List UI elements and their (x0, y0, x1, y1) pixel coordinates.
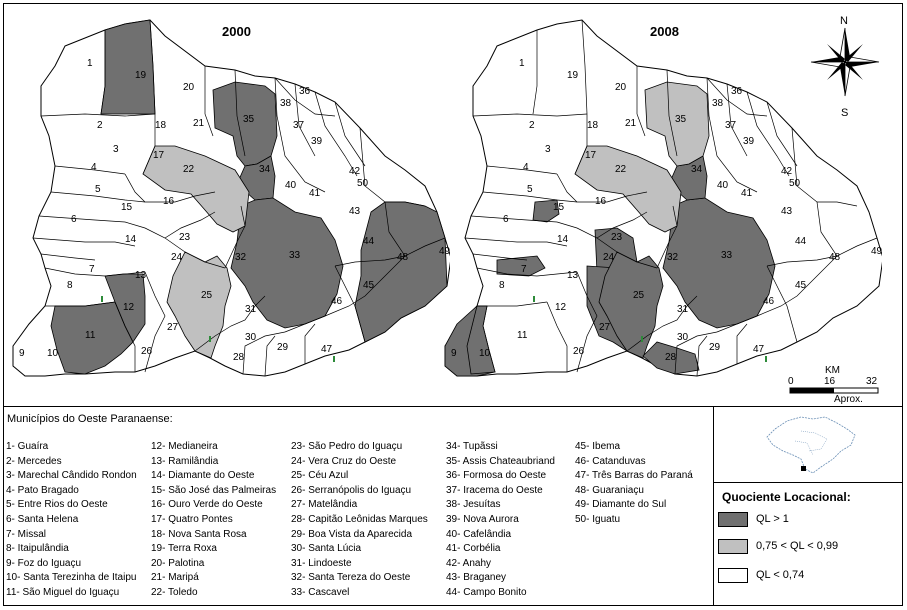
municipality-number-label: 46 (763, 296, 775, 307)
river-accent (333, 356, 335, 362)
compass-north-label: N (840, 15, 848, 27)
municipality-number-label: 8 (499, 280, 505, 291)
municipality-number-label: 38 (280, 98, 292, 109)
municipality-entry: 11- São Miguel do Iguaçu (6, 586, 120, 598)
municipality-number-label: 27 (167, 322, 179, 333)
municipality-number-label: 46 (331, 296, 343, 307)
municipality-number-label: 40 (285, 180, 297, 191)
municipality-number-label: 35 (243, 114, 255, 125)
municipality-entry: 46- Catanduvas (575, 455, 646, 467)
municipality-entry: 23- São Pedro do Iguaçu (291, 441, 403, 452)
municipality-number-label: 12 (555, 302, 567, 313)
municipality-entry: 10- Santa Terezinha de Itaipu (6, 572, 137, 584)
map-2000-svg (5, 6, 450, 401)
municipality-number-label: 18 (587, 120, 599, 131)
municipality-number-label: 26 (141, 346, 153, 357)
municipality-number-label: 5 (95, 184, 101, 195)
municipality-entry: 5- Entre Rios do Oeste (6, 499, 108, 511)
municipality-entry: 34- Tupãssi (446, 441, 498, 452)
municipality-number-label: 13 (135, 270, 147, 281)
municipalities-column-2 (151, 440, 276, 601)
municipality-number-label: 39 (743, 136, 755, 147)
municipality-number-label: 45 (363, 280, 375, 291)
municipality-number-label: 21 (193, 118, 205, 129)
municipality-entry: 35- Assis Chateaubriand (446, 455, 555, 467)
municipality-entry: 49- Diamante do Sul (575, 499, 667, 511)
municipality-entry: 28- Capitão Leônidas Marques (291, 513, 428, 525)
municipality-number-label: 30 (245, 332, 257, 343)
municipality-entry: 38- Jesuítas (446, 499, 501, 511)
municipality-entry: 43- Braganey (446, 572, 507, 584)
municipality-entry: 31- Lindoeste (291, 557, 352, 569)
river-accent (765, 356, 767, 362)
municipality-number-label: 12 (123, 302, 135, 313)
municipality-entry: 7- Missal (6, 528, 47, 540)
municipalities-column-5 (575, 440, 693, 528)
municipality-entry: 15- São José das Palmeiras (151, 484, 277, 496)
municipality-entry: 4- Pato Bragado (6, 484, 79, 496)
ql-label-high: QL > 1 (756, 513, 789, 525)
river-accent (533, 296, 535, 302)
municipality-entry: 13- Ramilândia (151, 455, 219, 467)
municipality-entry: 41- Corbélia (446, 543, 501, 555)
municipality-entry: 3- Marechal Cândido Rondon (6, 470, 137, 482)
municipality-19-area (101, 20, 155, 114)
municipality-number-label: 43 (349, 206, 361, 217)
ql-label-low: QL < 0,74 (756, 569, 805, 581)
municipality-entry: 9- Foz do Iguaçu (6, 557, 82, 569)
municipality-entry: 36- Formosa do Oeste (446, 470, 547, 482)
municipality-entry: 25- Céu Azul (291, 470, 349, 482)
municipality-entry: 2- Mercedes (6, 455, 62, 467)
municipality-number-label: 1 (87, 58, 93, 69)
municipality-number-label: 36 (299, 86, 311, 97)
municipality-number-label: 11 (85, 330, 96, 341)
municipality-number-label: 50 (789, 178, 801, 189)
municipality-entry: 27- Matelândia (291, 499, 358, 511)
municipality-number-label: 4 (523, 162, 529, 173)
oeste-paranaense-marker (801, 466, 806, 471)
municipality-number-label: 48 (397, 252, 409, 263)
municipality-number-label: 14 (125, 234, 137, 245)
municipality-number-label: 6 (71, 214, 77, 225)
divider-inset (713, 482, 903, 483)
municipality-number-label: 11 (517, 330, 528, 341)
municipality-number-label: 42 (781, 166, 793, 177)
municipality-number-label: 41 (741, 188, 753, 199)
municipality-entry: 20- Palotina (151, 557, 205, 569)
brazil-location-inset (755, 411, 873, 479)
municipality-number-label: 9 (451, 348, 457, 359)
municipality-entry: 33- Cascavel (291, 586, 350, 598)
municipality-number-label: 19 (567, 70, 579, 81)
map-2000-title: 2000 (222, 24, 251, 39)
municipality-number-label: 23 (179, 232, 191, 243)
river-accent (641, 336, 643, 342)
municipality-number-label: 28 (233, 352, 245, 363)
municipality-entry: 47- Três Barras do Paraná (575, 470, 693, 482)
municipality-number-label: 16 (163, 196, 175, 207)
scale-note: Aprox. (834, 394, 863, 404)
municipality-number-label: 21 (625, 118, 637, 129)
municipality-number-label: 43 (781, 206, 793, 217)
municipality-number-label: 2 (529, 120, 535, 131)
divider-horizontal (3, 406, 903, 407)
municipality-entry: 22- Toledo (151, 586, 198, 598)
municipality-number-label: 25 (633, 290, 645, 301)
municipality-number-label: 10 (479, 348, 491, 359)
municipality-number-label: 41 (309, 188, 321, 199)
municipality-number-label: 18 (155, 120, 167, 131)
municipality-number-label: 17 (153, 150, 165, 161)
municipality-entry: 40- Cafelândia (446, 528, 512, 540)
municipality-number-label: 36 (731, 86, 743, 97)
municipality-entry: 16- Ouro Verde do Oeste (151, 499, 263, 511)
municipality-entry: 37- Iracema do Oeste (446, 484, 543, 496)
municipality-number-label: 22 (615, 164, 627, 175)
municipality-number-label: 24 (603, 252, 615, 263)
divider-vertical (713, 406, 714, 606)
municipality-entry: 26- Serranópolis do Iguaçu (291, 484, 412, 496)
municipality-number-label: 29 (277, 342, 289, 353)
municipality-number-label: 14 (557, 234, 569, 245)
municipality-entry: 39- Nova Aurora (446, 513, 519, 525)
ql-legend-title: Quociente Locacional: (722, 490, 851, 504)
river-accent (209, 336, 211, 342)
municipality-number-label: 17 (585, 150, 597, 161)
scale-bar (784, 364, 894, 404)
municipality-number-label: 45 (795, 280, 807, 291)
municipality-entry: 6- Santa Helena (6, 513, 79, 525)
municipality-number-label: 8 (67, 280, 73, 291)
municipality-entry: 30- Santa Lúcia (291, 543, 362, 555)
municipality-entry: 14- Diamante do Oeste (151, 470, 255, 482)
ql-swatch-low (718, 568, 748, 583)
municipality-entry: 50- Iguatu (575, 513, 621, 525)
municipality-number-label: 26 (573, 346, 585, 357)
municipality-number-label: 1 (519, 58, 525, 69)
municipality-number-label: 37 (293, 120, 305, 131)
municipality-number-label: 27 (599, 322, 611, 333)
municipality-entry: 29- Boa Vista da Aparecida (291, 528, 413, 540)
municipality-number-label: 37 (725, 120, 737, 131)
municipality-number-label: 9 (19, 348, 25, 359)
municipality-entry: 24- Vera Cruz do Oeste (291, 455, 397, 467)
municipality-number-label: 28 (665, 352, 677, 363)
compass-south-label: S (841, 107, 849, 118)
municipality-entry: 18- Nova Santa Rosa (151, 528, 247, 540)
municipality-number-label: 35 (675, 114, 687, 125)
ql-label-mid: 0,75 < QL < 0,99 (756, 540, 839, 552)
municipality-number-label: 16 (595, 196, 607, 207)
municipality-number-label: 22 (183, 164, 195, 175)
municipality-number-label: 19 (135, 70, 147, 81)
municipality-number-label: 4 (91, 162, 97, 173)
municipality-number-label: 32 (667, 252, 679, 263)
scale-tick-32: 32 (866, 376, 878, 387)
municipalities-column-3 (291, 440, 428, 601)
municipalities-list (6, 440, 706, 600)
municipality-entry: 45- Ibema (575, 441, 621, 452)
municipality-number-label: 7 (521, 264, 527, 275)
municipality-number-label: 47 (753, 344, 765, 355)
municipality-number-label: 5 (527, 184, 533, 195)
municipalities-title: Municípios do Oeste Paranaense: (7, 413, 173, 425)
municipality-entry: 32- Santa Tereza do Oeste (291, 572, 411, 584)
municipality-number-label: 24 (171, 252, 183, 263)
municipality-number-label: 25 (201, 290, 213, 301)
ql-swatch-high (718, 512, 748, 527)
municipality-number-label: 29 (709, 342, 721, 353)
municipality-number-label: 23 (611, 232, 623, 243)
municipality-number-label: 33 (721, 250, 733, 261)
scale-tick-16: 16 (824, 376, 836, 387)
municipality-number-label: 3 (113, 144, 119, 155)
municipality-number-label: 42 (349, 166, 361, 177)
scale-tick-0: 0 (788, 376, 794, 387)
municipality-number-label: 13 (567, 270, 579, 281)
municipality-entry: 1- Guaíra (6, 441, 49, 452)
municipality-number-label: 49 (871, 246, 882, 257)
municipality-number-label: 39 (311, 136, 323, 147)
municipality-number-label: 50 (357, 178, 369, 189)
municipality-number-label: 33 (289, 250, 301, 261)
municipality-entry: 48- Guaraniaçu (575, 484, 644, 496)
municipality-number-label: 40 (717, 180, 729, 191)
municipality-entry: 42- Anahy (446, 557, 492, 569)
municipality-number-label: 7 (89, 264, 95, 275)
municipality-number-label: 38 (712, 98, 724, 109)
municipality-number-label: 48 (829, 252, 841, 263)
ql-swatch-mid (718, 539, 748, 554)
municipality-number-label: 15 (553, 202, 565, 213)
municipalities-column-4 (446, 440, 555, 601)
municipality-number-label: 32 (235, 252, 247, 263)
municipality-number-label: 49 (439, 246, 450, 257)
municipality-entry: 21- Maripá (151, 572, 199, 584)
municipality-48-area (355, 202, 447, 342)
compass-rose-icon (810, 14, 880, 118)
municipality-entry: 19- Terra Roxa (151, 543, 217, 555)
municipality-number-label: 30 (677, 332, 689, 343)
municipality-entry: 8- Itaipulândia (6, 543, 69, 555)
scale-unit: KM (825, 365, 840, 376)
municipality-number-label: 6 (503, 214, 509, 225)
municipality-number-label: 44 (363, 236, 375, 247)
municipality-entry: 44- Campo Bonito (446, 586, 527, 598)
municipality-number-label: 34 (259, 164, 271, 175)
map-2008-title: 2008 (650, 24, 679, 39)
municipality-number-label: 34 (691, 164, 703, 175)
municipality-number-label: 47 (321, 344, 333, 355)
municipality-number-label: 15 (121, 202, 133, 213)
municipality-number-label: 20 (183, 82, 195, 93)
municipalities-column-1 (6, 440, 137, 601)
municipality-number-label: 10 (47, 348, 59, 359)
municipality-entry: 12- Medianeira (151, 441, 218, 452)
municipality-number-label: 2 (97, 120, 103, 131)
municipality-number-label: 31 (245, 304, 257, 315)
municipality-number-label: 20 (615, 82, 627, 93)
municipality-entry: 17- Quatro Pontes (151, 513, 233, 525)
municipality-number-label: 3 (545, 144, 551, 155)
municipality-number-label: 44 (795, 236, 807, 247)
municipality-number-label: 31 (677, 304, 689, 315)
river-accent (101, 296, 103, 302)
map-2000 (5, 6, 450, 401)
